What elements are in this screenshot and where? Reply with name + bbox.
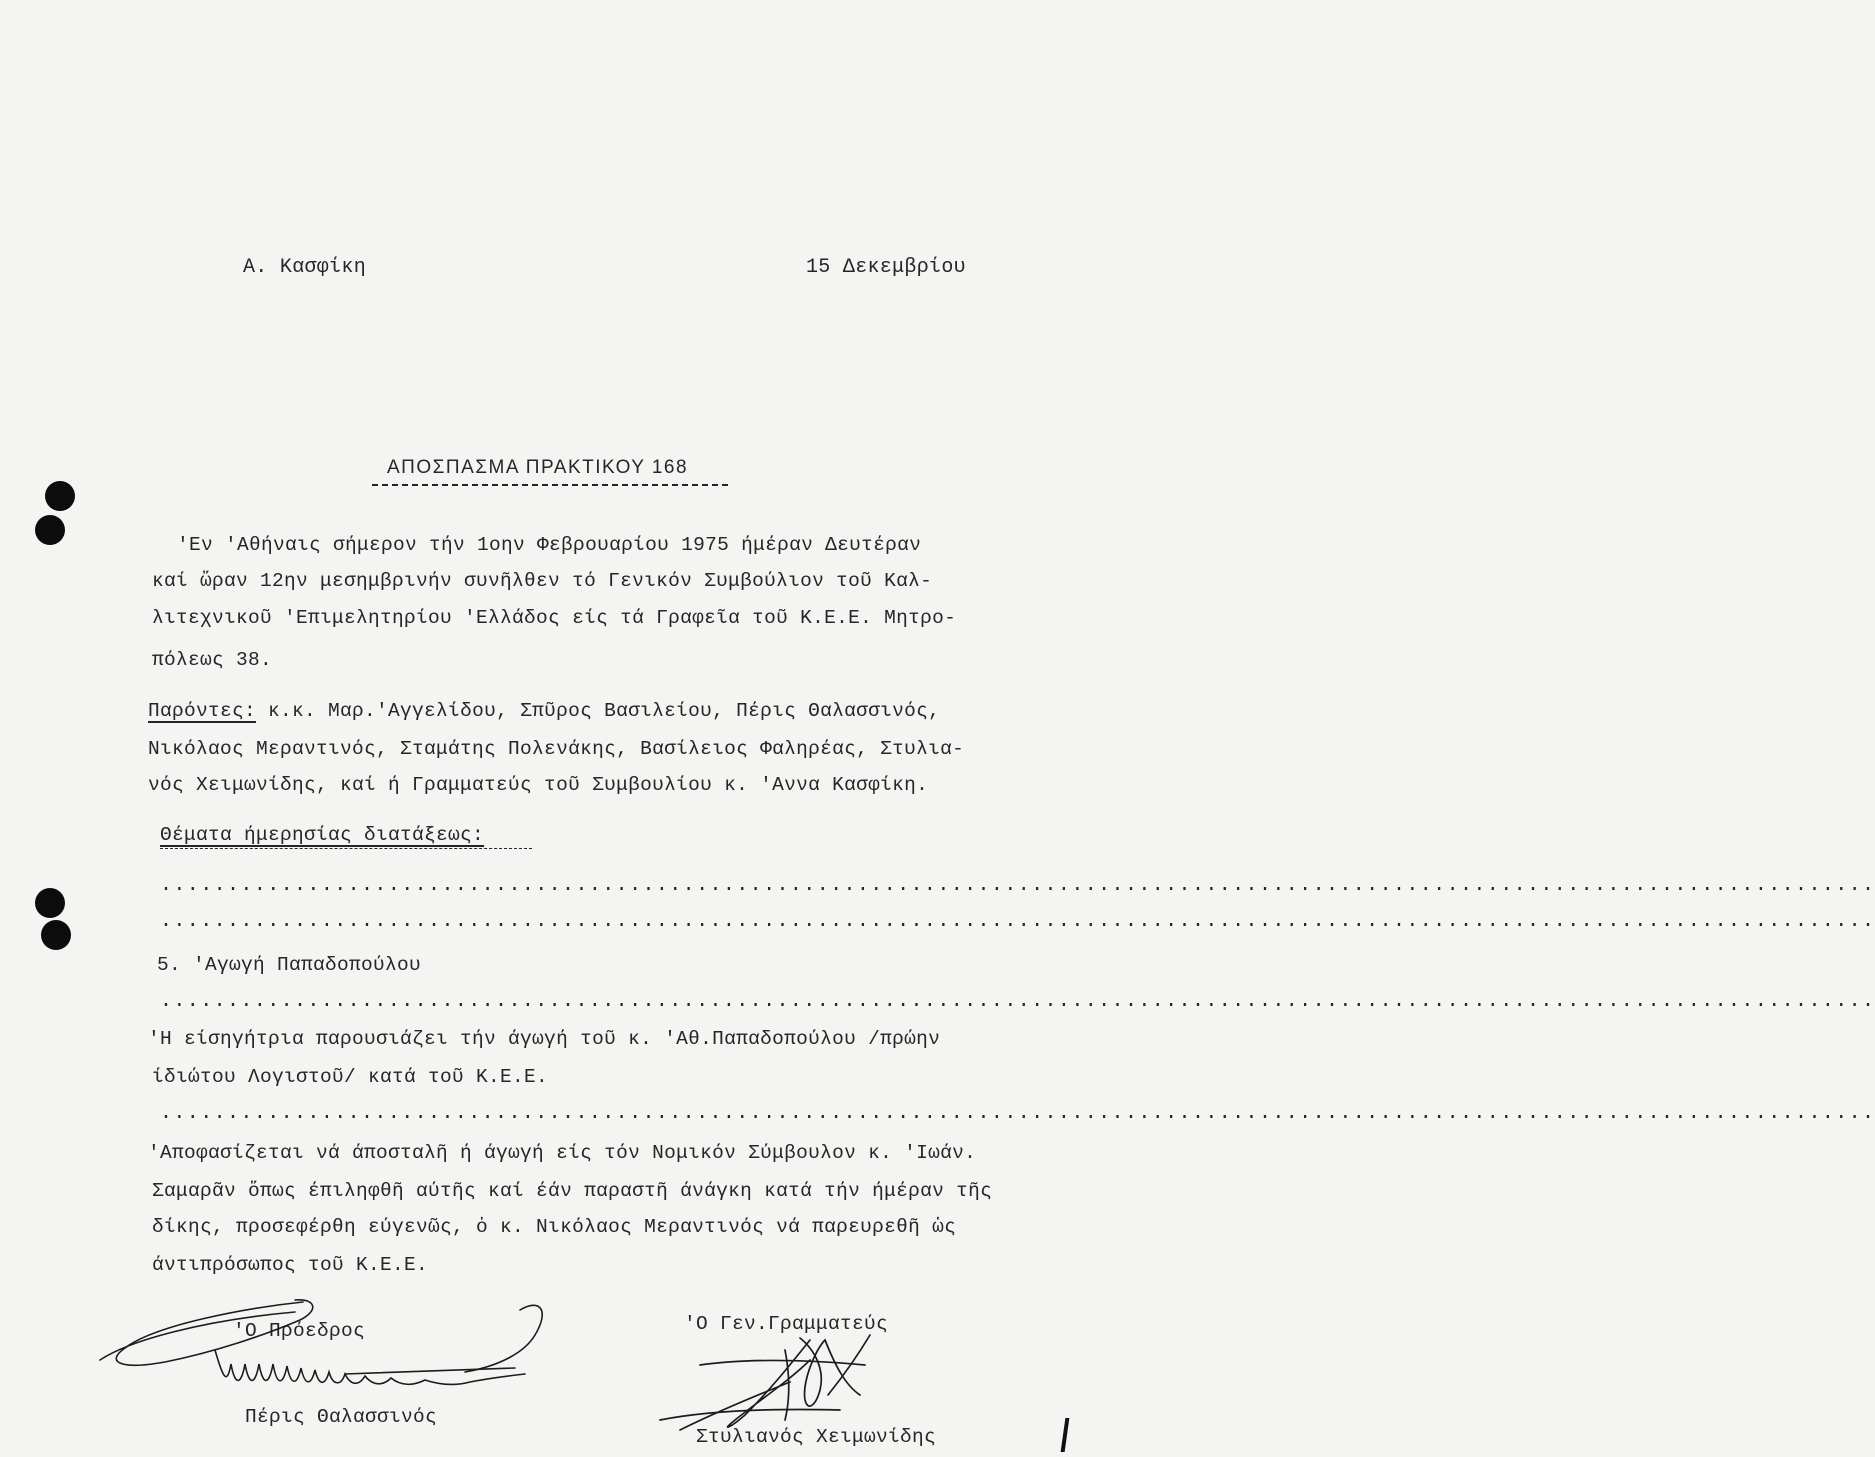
decision-line-3: δίκης, προσεφέρθη εύγενῶς, ὁ κ. Νικόλαος Μεραντινός νά παρευρεθῆ ὡς bbox=[152, 1216, 957, 1238]
secretary-signature bbox=[640, 1320, 930, 1450]
report-line-2: ίδιώτου Λογιστοῦ/ κατά τοῦ Κ.Ε.Ε. bbox=[152, 1066, 549, 1088]
dotted-line-2: ................................................................................................................................ bbox=[160, 910, 1875, 933]
header-author: Α. Κασφίκη bbox=[243, 256, 367, 279]
dotted-line-3: ................................................................................................................................ bbox=[160, 990, 1875, 1013]
dotted-line-1: ................................................................................................................................ bbox=[160, 874, 1875, 897]
president-title: 'Ο Πρόεδρος bbox=[233, 1320, 366, 1342]
intro-line-4: πόλεως 38. bbox=[152, 649, 273, 671]
president-name: Πέρις Θαλασσινός bbox=[245, 1406, 438, 1428]
dotted-line-4: ................................................................................................................................ bbox=[160, 1102, 1875, 1125]
present-line-1: κ.κ. Μαρ.'Αγγελίδου, Σπῦρος Βασιλείου, Πέρις Θαλασσινός, bbox=[256, 700, 941, 722]
report-line-1: 'Η είσηγήτρια παρουσιάζει τήν άγωγή τοῦ κ. 'Αθ.Παπαδοπούλου /πρώην bbox=[148, 1028, 941, 1050]
intro-line-1: 'Εν 'Αθήναις σήμερον τήν 1οην Φεβρουαρίου 1975 ήμέραν Δευτέραν bbox=[177, 534, 922, 556]
present-line-3: νός Χειμωνίδης, καί ή Γραμματεύς τοῦ Συμβουλίου κ. 'Αννα Κασφίκη. bbox=[148, 774, 929, 796]
punch-hole-1 bbox=[45, 481, 75, 511]
present-line-2: Νικόλαος Μεραντινός, Σταμάτης Πολενάκης, Βασίλειος Φαληρέας, Στυλια- bbox=[148, 738, 965, 760]
intro-line-3: λιτεχνικοῦ 'Επιμελητηρίου 'Ελλάδος είς τά Γραφεῖα τοῦ Κ.Ε.Ε. Μητρο- bbox=[152, 607, 957, 629]
punch-hole-2 bbox=[35, 515, 65, 545]
header-date: 15 Δεκεμβρίου bbox=[806, 256, 966, 279]
title-underline bbox=[372, 484, 728, 486]
secretary-title: 'Ο Γεν.Γραμματεύς bbox=[684, 1313, 889, 1335]
document-title: ΑΠΟΣΠΑΣΜΑ ΠΡΑΚΤΙΚΟΥ 168 bbox=[387, 457, 689, 478]
decision-line-1: 'Αποφασίζεται νά άποσταλῆ ή άγωγή είς τόν Νομικόν Σύμβουλον κ. 'Ιωάν. bbox=[148, 1142, 977, 1164]
agenda-underline bbox=[160, 848, 532, 849]
punch-hole-4 bbox=[41, 920, 71, 950]
present-label: Παρόντες: bbox=[148, 700, 257, 722]
agenda-label: Θέματα ήμερησίας διατάξεως: bbox=[160, 824, 485, 846]
present-row-1 bbox=[148, 702, 940, 722]
decision-line-4: άντιπρόσωπος τοῦ Κ.Ε.Ε. bbox=[152, 1254, 429, 1276]
intro-line-2: καί ὥραν 12ην μεσημβρινήν συνῆλθεν τό Γενικόν Συμβούλιον τοῦ Καλ- bbox=[152, 570, 933, 592]
president-signature bbox=[95, 1290, 565, 1405]
secretary-name: Στυλιανός Χειμωνίδης bbox=[696, 1426, 937, 1448]
agenda-item-5: 5. 'Αγωγή Παπαδοπούλου bbox=[157, 954, 422, 976]
edge-mark bbox=[1061, 1418, 1070, 1452]
punch-hole-3 bbox=[35, 888, 65, 918]
decision-line-2: Σαμαρᾶν ὅπως έπιληφθῆ αύτῆς καί έάν παραστῆ άνάγκη κατά τήν ήμέραν τῆς bbox=[152, 1180, 993, 1202]
